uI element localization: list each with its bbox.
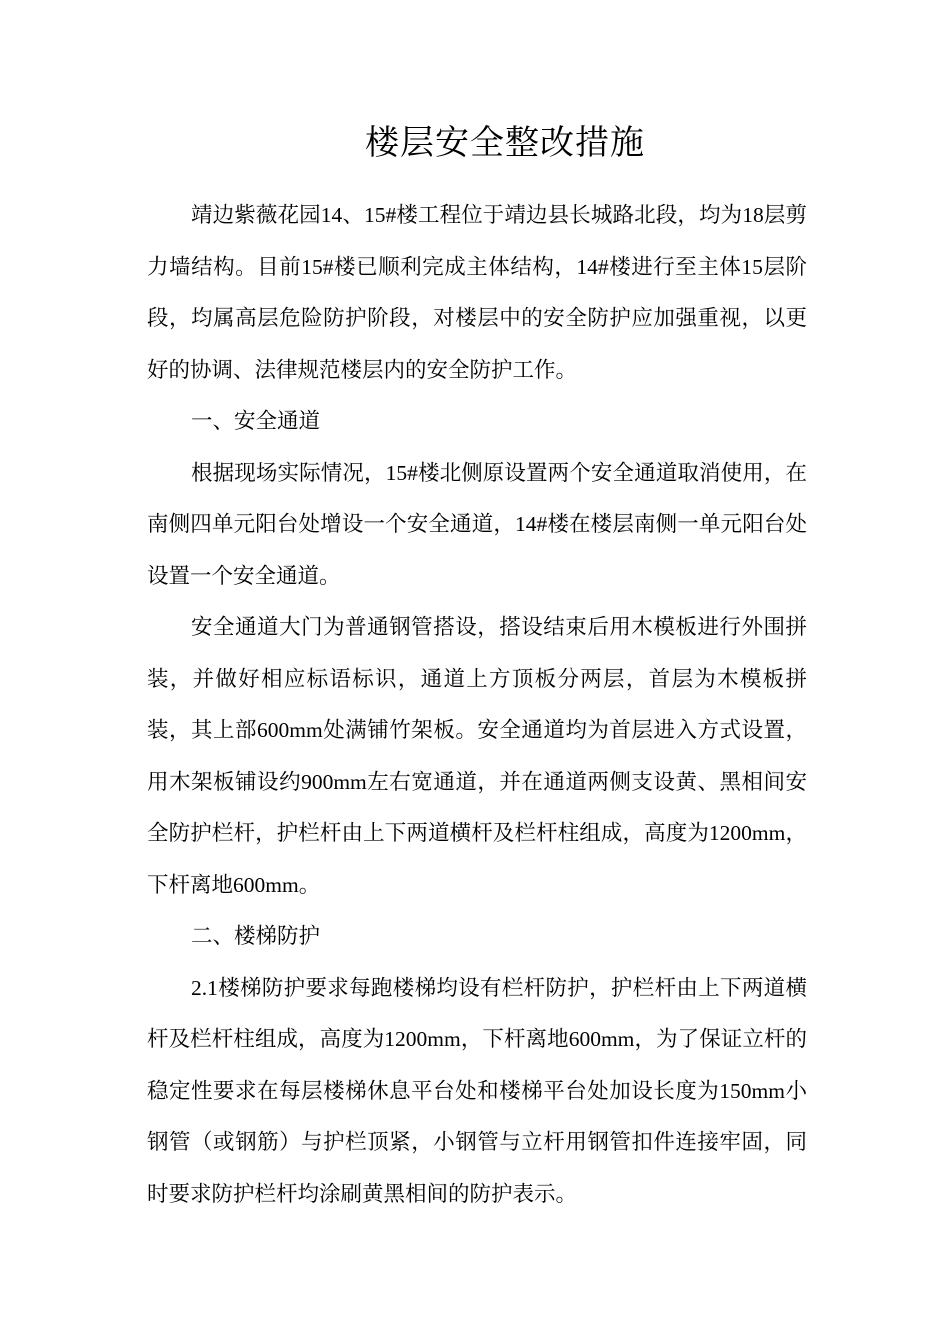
safety-passage-construction-paragraph: 安全通道大门为普通钢管搭设，搭设结束后用木模板进行外围拼装，并做好相应标语标识，通道上方顶板分两层，首层为木模板拼装，其上部600mm处满铺竹架板。安全通道均为首层进入方式设置，用木架板铺设约900mm左右宽通道，并在通道两侧支设黄、黑相间安全防护栏杆，护栏杆由上下两道横杆及栏杆柱组成，高度为1200mm，下杆离地600mm。 — [147, 615, 807, 897]
section-heading-safety-passage: 一、安全通道 — [191, 409, 321, 433]
document-body — [147, 190, 807, 1220]
stair-protection-paragraph: 2.1楼梯防护要求每跑楼梯均设有栏杆防护，护栏杆由上下两道横杆及栏杆柱组成，高度为1200mm，下杆离地600mm，为了保证立杆的稳定性要求在每层楼梯休息平台处和楼梯平台处加设长度为150mm小钢管（或钢筋）与护栏顶紧，小钢管与立杆用钢管扣件连接牢固，同时要求防护栏杆均涂刷黄黑相间的防护表示。 — [147, 975, 807, 1206]
page-title: 楼层安全整改措施 — [365, 125, 645, 162]
safety-passage-location-paragraph: 根据现场实际情况，15#楼北侧原设置两个安全通道取消使用，在南侧四单元阳台处增设一个安全通道，14#楼在楼层南侧一单元阳台处设置一个安全通道。 — [147, 460, 807, 588]
intro-paragraph: 靖边紫薇花园14、15#楼工程位于靖边县长城路北段，均为18层剪力墙结构。目前15#楼已顺利完成主体结构，14#楼进行至主体15层阶段，均属高层危险防护阶段，对楼层中的安全防护应加强重视，以更好的协调、法律规范楼层内的安全防护工作。 — [147, 203, 807, 382]
section-heading-stair-protection: 二、楼梯防护 — [191, 924, 321, 948]
